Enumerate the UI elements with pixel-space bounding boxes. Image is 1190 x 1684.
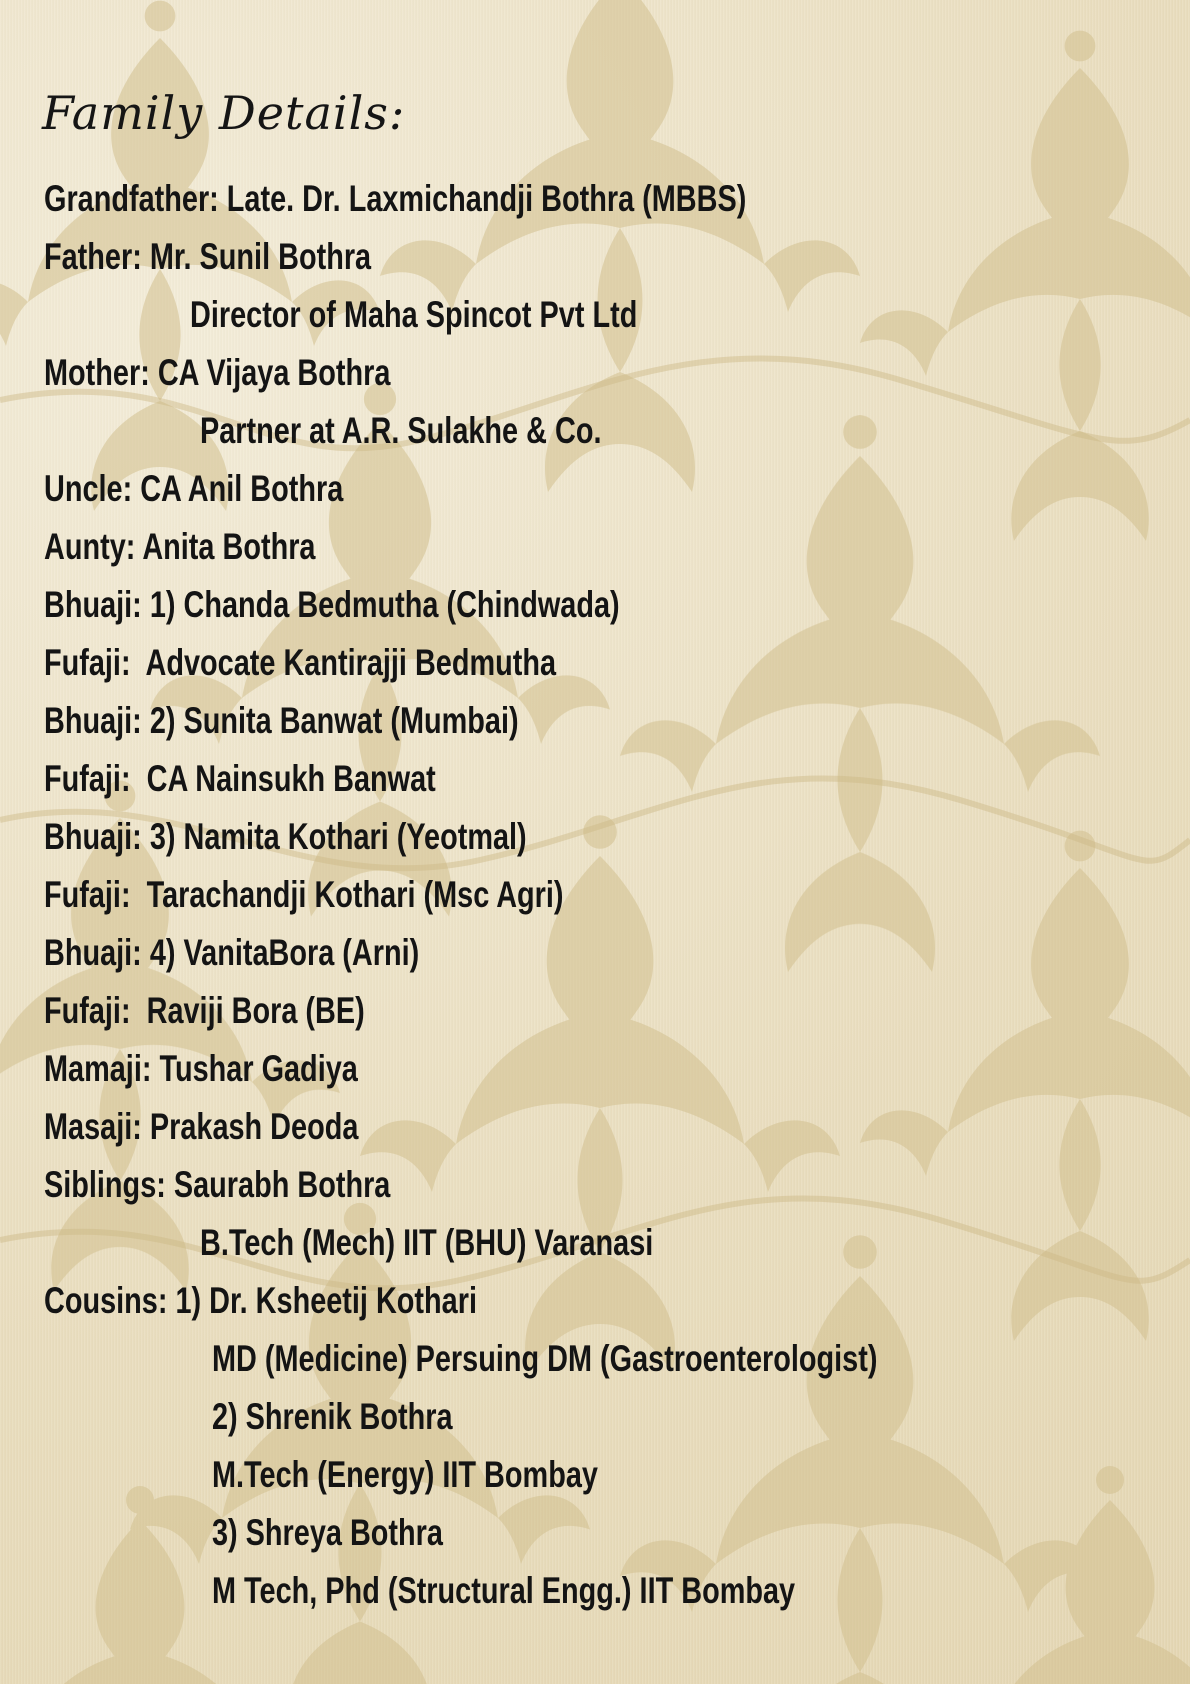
mother-line: Mother: CA Vijaya Bothra [44,352,391,393]
aunty-line: Aunty: Anita Bothra [44,526,316,567]
masaji-line: Masaji: Prakash Deoda [44,1106,359,1147]
fufaji-3-line: Fufaji: Tarachandji Kothari (Msc Agri) [44,874,564,915]
fufaji-1-line: Fufaji: Advocate Kantirajji Bedmutha [44,642,557,683]
page-heading: Family Details: [42,86,406,140]
mother-occupation-line: Partner at A.R. Sulakhe & Co. [200,410,602,451]
bhuaji-3-line: Bhuaji: 3) Namita Kothari (Yeotmal) [44,816,527,857]
cousin-2-education-line: M.Tech (Energy) IIT Bombay [212,1454,598,1495]
fufaji-4-line: Fufaji: Raviji Bora (BE) [44,990,365,1031]
bhuaji-1-line: Bhuaji: 1) Chanda Bedmutha (Chindwada) [44,584,620,625]
father-occupation-line: Director of Maha Spincot Pvt Ltd [190,294,638,335]
cousin-3-education-line: M Tech, Phd (Structural Engg.) IIT Bombay [212,1570,796,1611]
bhuaji-4-line: Bhuaji: 4) VanitaBora (Arni) [44,932,420,973]
cousin-1-education-line: MD (Medicine) Persuing DM (Gastroenterologist) [212,1338,878,1379]
bhuaji-2-line: Bhuaji: 2) Sunita Banwat (Mumbai) [44,700,519,741]
grandfather-line: Grandfather: Late. Dr. Laxmichandji Bothra (MBBS) [44,178,747,219]
cousins-line: Cousins: 1) Dr. Ksheetij Kothari [44,1280,477,1321]
sibling-education-line: B.Tech (Mech) IIT (BHU) Varanasi [200,1222,654,1263]
cousin-2-line: 2) Shrenik Bothra [212,1396,453,1437]
father-line: Father: Mr. Sunil Bothra [44,236,372,277]
uncle-line: Uncle: CA Anil Bothra [44,468,344,509]
fufaji-2-line: Fufaji: CA Nainsukh Banwat [44,758,436,799]
siblings-line: Siblings: Saurabh Bothra [44,1164,391,1205]
cousin-3-line: 3) Shreya Bothra [212,1512,443,1553]
mamaji-line: Mamaji: Tushar Gadiya [44,1048,358,1089]
